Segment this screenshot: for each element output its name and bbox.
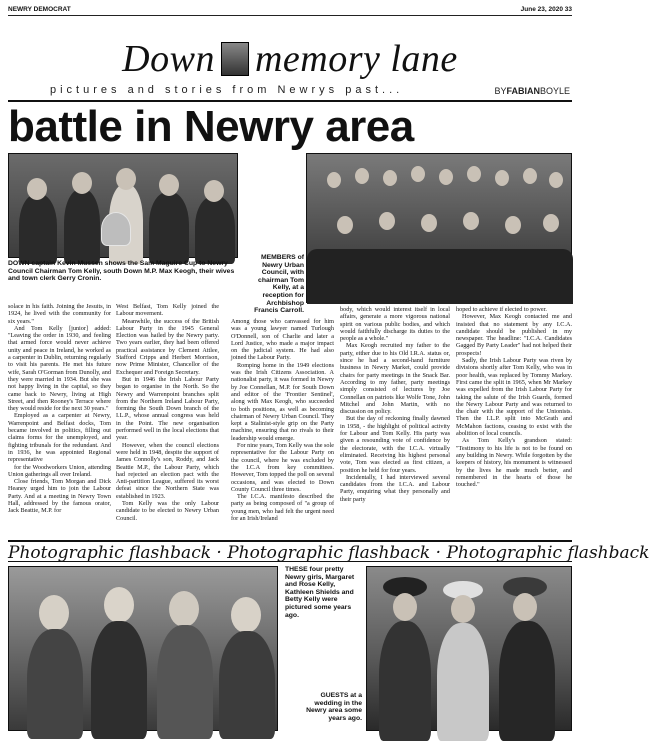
masthead-portrait	[221, 42, 249, 76]
masthead-strap: pictures and stories from Newrys past...	[50, 84, 404, 96]
caption-photo-3: THESE four pretty Newry girls, Margaret and Rose Kelly, Kathleen Shields and Betty Kelly were pictured some years ago.	[285, 566, 355, 619]
article-column-4	[340, 306, 450, 535]
col5-para: However, Max Keogh contacted me and insisted that no statement by any I.C.A. candidate should be published in my newspaper. The headline: "I.C.A. Candidates Gagged By Party Leader" had not helped their prospects!	[456, 313, 572, 357]
article-column-2	[116, 303, 219, 535]
col5-para: As Tom Kelly's grandson stated: "Testimony to his life is not to be found on any building in Newry. While forgotten by the keepers of history, his monument is witnessed by the lives he made much better, and remembered in the hearts of those he touched."	[456, 437, 572, 489]
col3-para: Among those who canvassed for him was a young lawyer named Turlough O'Donnell, son of Charlie and later a Lord Justice, who made a major impact on the judicial system. He had also joined the Labour Party.	[231, 318, 334, 362]
article-column-3	[231, 318, 334, 535]
col1-para: Close friends, Tom Morgan and Dick Heaney urged him to join the Labour Party. And at a meeting in Newry Town Hall, addressed by the famous orator, Jack Beattie, M.P. for	[8, 478, 111, 515]
byline-prefix: BY	[494, 86, 507, 96]
col2-para: Tom Kelly was the only Labour candidate to be elected to Newry Urban Council.	[116, 500, 219, 522]
col1-para: And Tom Kelly [junior] added: "Leaving the order in 1930, and feeling that armed force would never achieve unity and peace in Ireland, he worked as a carpenter in Dublin, returning regularly to visit his parents. He met his future wife, Sarah O'Gorman from Dunolly, and they were married in 1934. But she was not happy living in the capital, so they came back to Newry, living at High Street, and then Rooney's Terrace where they would reside for the next 30 years."	[8, 324, 111, 413]
masthead-title-left: Down	[122, 38, 215, 80]
trophy-icon	[101, 212, 131, 246]
masthead-title	[122, 40, 458, 78]
col2-para: But in 1946 the Irish Labour Party began to organise in the North. So the Newry and Warrenpoint branches split from the Northern Ireland Labour Party, forming the South Down branch of the I.L.P., whose annual congress was held in the Point. The new organisation performed well in the local elections that year.	[116, 375, 219, 442]
running-head	[8, 4, 572, 14]
col1-para: Employed as a carpenter at Newry, Warrenpoint and Belfast docks, Tom became involved in politics, filling out claims forms for the unemployed, and fighting tribunals for the redundant. And in 1936, he was appointed Regional representative	[8, 412, 111, 464]
col5-para: Sadly, the Irish Labour Party was riven by divisions shortly after Tom Kelly, who was in poor health, was replaced by Tommy Markey. First came the split in 1965, when Mr Markey was expelled from the Irish Labour Party for taking the salute of the Irish Guards, formed the Newry Labour Party and was returned to the chair with the support of the Unionists. Then the I.L.P. split into McGrath and McMahon factions, ceasing to exist with the abolition of local councils.	[456, 357, 572, 438]
byline-suffix: BOYLE	[539, 86, 570, 96]
col4-para: But the day of reckoning finally dawned in 1958, - the highlight of political activity for Labour and Tom Kelly. His party was given a resounding vote of confidence by the electorate, with the I.C.A. virtually eliminated. Receiving his highest personal vote, Tom was elected as first citizen, a position he held for four years.	[340, 415, 450, 474]
photo-urban-council-members	[306, 153, 572, 303]
byline	[494, 86, 570, 96]
col4-para: Incidentally, I had interviewed several candidates from the I.C.A. and Labour Party, enquiring what they personally and their party	[340, 473, 450, 503]
caption-photo-4: GUESTS at a wedding in the Newry area some years ago.	[306, 692, 362, 722]
masthead-title-right: memory lane	[254, 38, 458, 80]
caption-photo-1: DOWN captain Kevin Mussen shows the Sam Maguire Cup to Newry Council Chairman Tom Kelly, south Down M.P. Max Keogh, their wives and town clerk Gerry Cronin.	[8, 260, 235, 283]
col2-para: Meanwhile, the success of the British Labour Party in the 1945 General Election was hailed by the Newry party. Two years earlier, they had been offered practical assistance by Clement Attlee, Stafford Cripps and Herbert Morrison, now Prime Minister, Chancellor of the Exchequer and Foreign Secretary.	[116, 317, 219, 376]
photo-sam-maguire-cup	[8, 153, 238, 258]
masthead	[8, 40, 572, 80]
col2-para: West Belfast, Tom Kelly joined the Labour movement.	[116, 303, 219, 318]
paper-name: NEWRY DEMOCRAT	[8, 5, 71, 13]
col4-para: body, which would interest itself in local affairs, generate a more vigorous national spirit on various public bodies, and which would faithfully discharge its duties to the people as a whole."	[340, 306, 450, 343]
col4-para: Max Keogh recruited my father to the party, either due to his Old I.R.A. status or, since he had a second-hand furniture business in Newry Market, could provide chairs for party meetings in the Snack Bar. According to my father, party meetings simply consisted of lectures by Joe Connellan on patriots like Wolfe Tone, John Mitchel and John Martin, with no discussion on policy.	[340, 342, 450, 416]
col5-para: hoped to achieve if elected to power.	[456, 306, 547, 313]
running-head-rule	[8, 15, 572, 16]
photo-four-newry-girls	[8, 566, 278, 731]
col3-para: The I.C.A. manifesto described the party as being composed of "a group of young men, who had felt the urgent need for an Irish/Ireland	[231, 493, 334, 523]
article-column-5	[456, 306, 572, 535]
col1-para: for the Woodworkers Union, attending Union gatherings all over Ireland.	[8, 463, 111, 478]
col3-para: Romping home in the 1949 elections was the Irish Citizens Association. A nationalist party, it was formed in Newry by Joe Connellan, M.P. for South Down and editor of the 'Frontier Sentinel', along with Max Keogh, who succeeded to both positions, as well as becoming chairman of Newry Urban Council. They kept a Stalinist-style grip on the Party machine, ensuring that no rivals to their leadership would emerge.	[231, 361, 334, 442]
col3-para: For nine years, Tom Kelly was the sole representative for the Labour Party on the council, where he was excluded by the I.C.A from key committees. However, Tom topped the poll on several occasions, and was elected to Down County Council three times.	[231, 442, 334, 493]
photo-wedding-guests	[366, 566, 572, 731]
col1-para: solace in his faith. Joining the Jesuits, in 1924, he lived with the community for six years."	[8, 303, 111, 325]
article-column-1	[8, 303, 111, 535]
flashback-banner: Photographic flashback · Photographic flashback · Photographic flashback	[8, 540, 572, 562]
caption-photo-2: MEMBERS of Newry Urban Council, with chairman Tom Kelly, at a reception for Archbishop Francis Carroll.	[254, 254, 304, 315]
date-page: June 23, 2020 33	[520, 5, 572, 13]
byline-name: FABIAN	[506, 86, 540, 96]
headline: battle in Newry area	[8, 102, 414, 151]
col2-para: However, when the council elections were held in 1948, despite the support of James Connolly's son, Roddy, and Jack Beattie M.P., the Labour Party, which had rejected an election pact with the Anti-partition League, suffered its worst defeat since the Northern State was established in 1923.	[116, 441, 219, 500]
